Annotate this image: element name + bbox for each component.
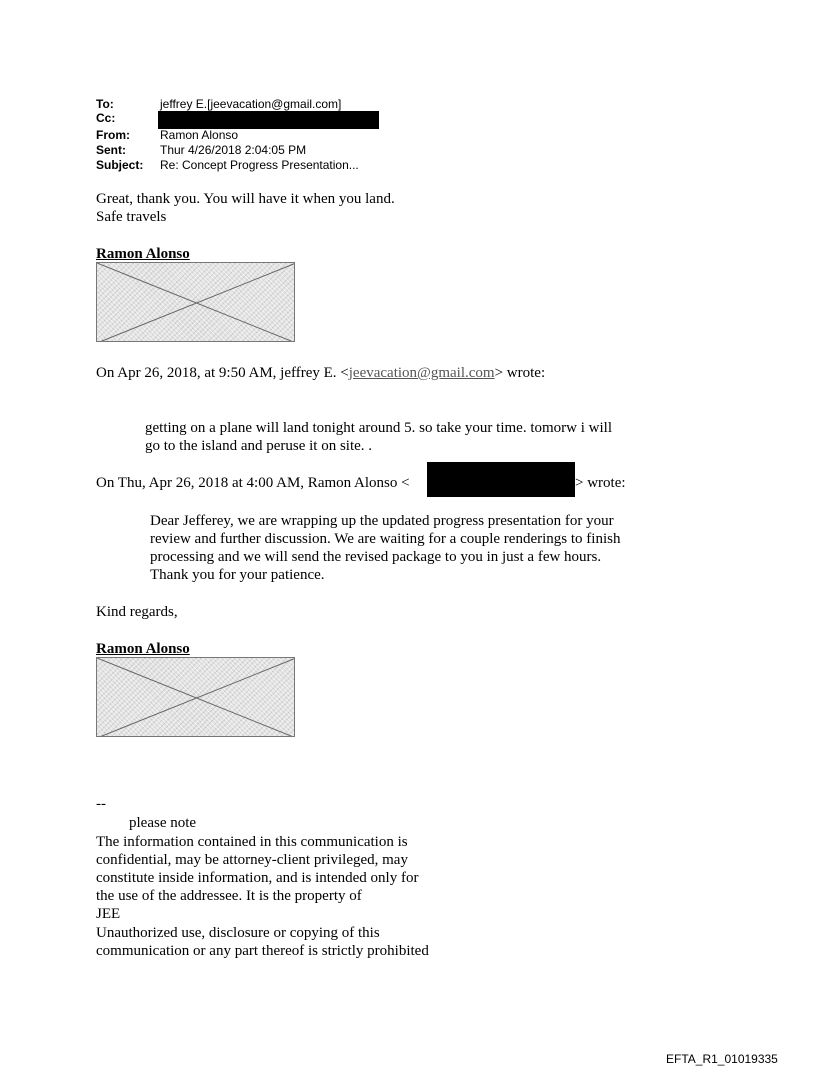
- disclaimer-line-3: constitute inside information, and is intended only for: [96, 870, 419, 886]
- quote1-line-2: go to the island and peruse it on site. .: [145, 438, 373, 454]
- quote1-prefix: On Apr 26, 2018, at 9:50 AM, jeffrey E. <: [96, 365, 349, 381]
- cc-redaction: [158, 111, 379, 129]
- to-value: jeffrey E.[jeevacation@gmail.com]: [160, 97, 342, 111]
- cc-label: Cc:: [96, 111, 116, 125]
- quote2-line-1: Dear Jefferey, we are wrapping up the updated progress presentation for your: [150, 513, 614, 529]
- sent-value: Thur 4/26/2018 2:04:05 PM: [160, 143, 307, 157]
- sent-label: Sent:: [96, 143, 126, 157]
- signature-name-2: Ramon Alonso: [96, 641, 190, 657]
- body-line-2: Safe travels: [96, 209, 167, 225]
- subject-value: Re: Concept Progress Presentation...: [160, 158, 359, 172]
- signature-image-placeholder-1: [96, 262, 295, 342]
- signature-image-placeholder-2: [96, 657, 295, 737]
- quote1-attribution: [96, 364, 545, 382]
- quote1-suffix: > wrote:: [494, 365, 546, 381]
- body-line-1: Great, thank you. You will have it when you land.: [96, 191, 395, 207]
- quote1-line-1: getting on a plane will land tonight around 5. so take your time. tomorw i will: [145, 420, 613, 436]
- disclaimer-line-5: JEE: [96, 906, 121, 922]
- disclaimer-line-6: Unauthorized use, disclosure or copying of this: [96, 925, 380, 941]
- quote2-line-3: processing and we will send the revised package to you in just a few hours.: [150, 549, 602, 565]
- subject-label: Subject:: [96, 158, 144, 172]
- disclaimer-line-7: communication or any part thereof is strictly prohibited: [96, 943, 429, 959]
- from-label: From:: [96, 128, 130, 142]
- quote2-prefix: On Thu, Apr 26, 2018 at 4:00 AM, Ramon Alonso <: [96, 475, 410, 491]
- disclaimer-dashes: --: [96, 796, 106, 812]
- disclaimer-line-2: confidential, may be attorney-client privileged, may: [96, 852, 408, 868]
- email-redaction: [427, 462, 575, 497]
- disclaimer-line-1: The information contained in this communication is: [96, 834, 408, 850]
- disclaimer-please-note: please note: [129, 815, 197, 831]
- broken-image-icon: [97, 263, 295, 342]
- quote2-suffix: > wrote:: [575, 475, 626, 491]
- disclaimer-line-4: the use of the addressee. It is the property of: [96, 888, 362, 904]
- email-link[interactable]: jeevacation@gmail.com: [348, 365, 495, 381]
- broken-image-icon: [97, 658, 295, 737]
- document-id: EFTA_R1_01019335: [666, 1052, 778, 1066]
- from-value: Ramon Alonso: [160, 128, 239, 142]
- quote2-line-2: review and further discussion. We are waiting for a couple renderings to finish: [150, 531, 621, 547]
- to-label: To:: [96, 97, 114, 111]
- regards: Kind regards,: [96, 604, 178, 620]
- quote2-line-4: Thank you for your patience.: [150, 567, 325, 583]
- signature-name-1: Ramon Alonso: [96, 246, 190, 262]
